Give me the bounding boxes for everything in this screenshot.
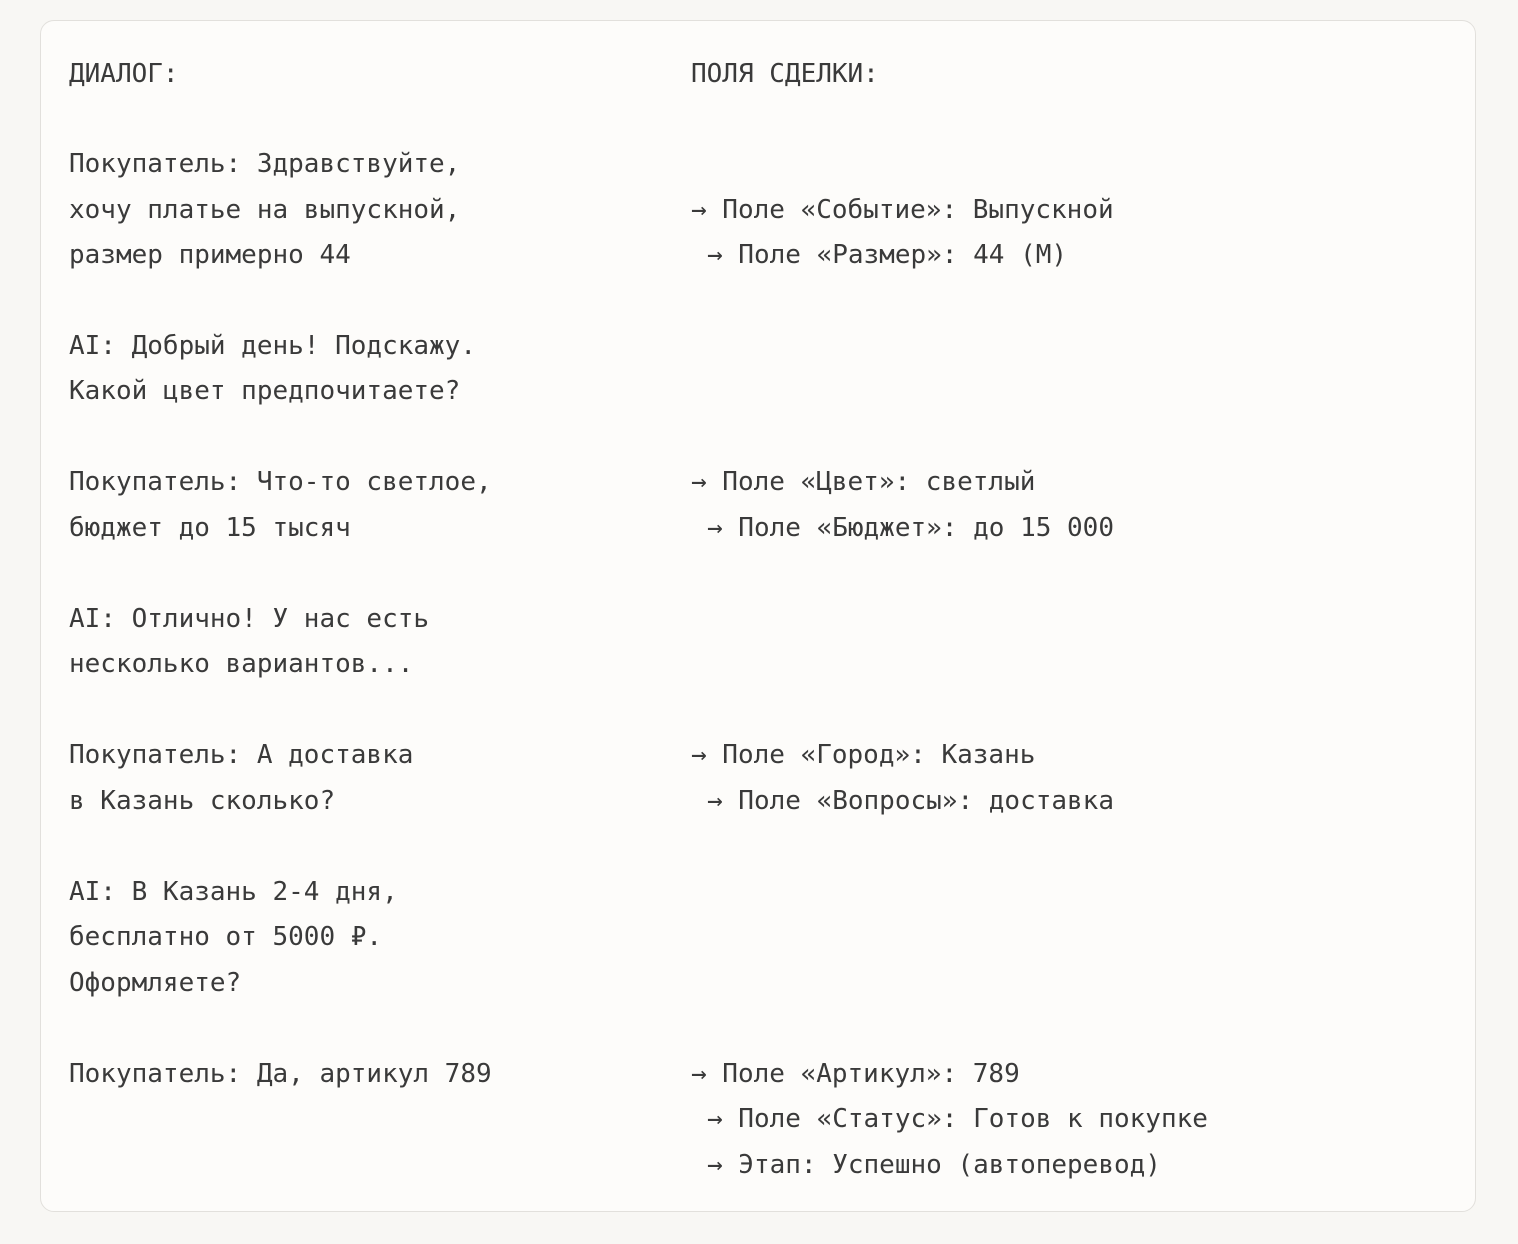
field-line: → Поле «Цвет»: светлый xyxy=(691,467,1036,497)
field-line: → Поле «Событие»: Выпускной xyxy=(691,195,1114,225)
dialog-line: Покупатель: Что-то светлое, xyxy=(69,467,492,497)
dialog-line: в Казань сколько? xyxy=(69,786,336,816)
dialog-line: несколько вариантов... xyxy=(69,649,414,679)
field-line: → Этап: Успешно (автоперевод) xyxy=(707,1150,1161,1180)
field-line: → Поле «Вопросы»: доставка xyxy=(707,786,1114,816)
dialog-line: Покупатель: Здравствуйте, xyxy=(69,149,461,179)
field-line: → Поле «Артикул»: 789 xyxy=(691,1059,1020,1089)
dialog-line: бюджет до 15 тысяч xyxy=(69,513,351,543)
dialog-fields-card xyxy=(40,20,1476,1212)
dialog-line: Покупатель: А доставка xyxy=(69,740,414,770)
dialog-line: размер примерно 44 xyxy=(69,240,351,270)
field-line: → Поле «Статус»: Готов к покупке xyxy=(707,1104,1208,1134)
dialog-line: Покупатель: Да, артикул 789 xyxy=(69,1059,492,1089)
dialog-line: AI: Отлично! У нас есть xyxy=(69,604,430,634)
field-line: → Поле «Бюджет»: до 15 000 xyxy=(707,513,1114,543)
dialog-line: Какой цвет предпочитаете? xyxy=(69,376,461,406)
field-line: → Поле «Город»: Казань xyxy=(691,740,1036,770)
dialog-header: ДИАЛОГ: xyxy=(69,59,179,89)
dialog-line: хочу платье на выпускной, xyxy=(69,195,461,225)
dialog-line: бесплатно от 5000 ₽. xyxy=(69,922,383,952)
fields-header: ПОЛЯ СДЕЛКИ: xyxy=(691,59,879,89)
dialog-line: AI: В Казань 2-4 дня, xyxy=(69,877,398,907)
field-line: → Поле «Размер»: 44 (M) xyxy=(707,240,1068,270)
dialog-line: AI: Добрый день! Подскажу. xyxy=(69,331,476,361)
dialog-line: Оформляете? xyxy=(69,968,242,998)
